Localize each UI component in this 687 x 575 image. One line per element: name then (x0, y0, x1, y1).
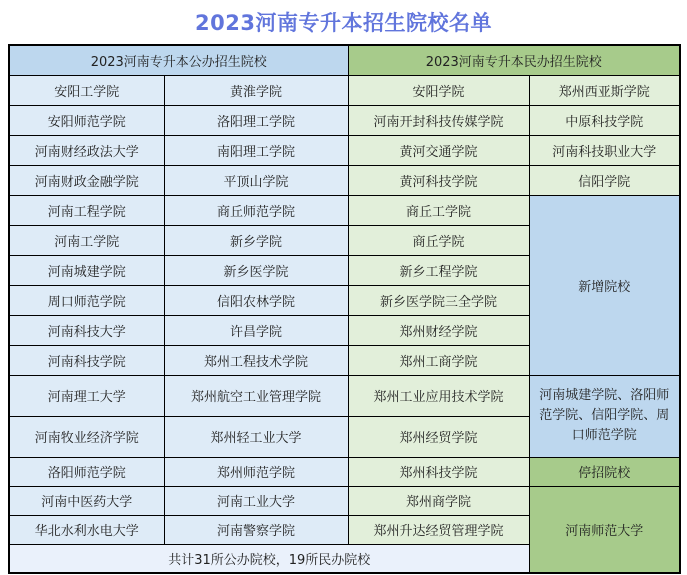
school-cell: 商丘师范学院 (164, 195, 348, 225)
school-cell: 安阳学院 (348, 75, 529, 105)
school-cell: 郑州工程技术学院 (164, 345, 348, 375)
added-institutions-cell: 河南城建学院、洛阳师范学院、信阳学院、周口师范学院 (529, 375, 680, 457)
school-cell: 河南中医药大学 (9, 486, 164, 515)
table-row (9, 375, 680, 416)
school-cell: 郑州财经学院 (348, 315, 529, 345)
school-cell: 南阳理工学院 (164, 135, 348, 165)
school-cell: 河南财政金融学院 (9, 165, 164, 195)
school-cell: 新乡医学院三全学院 (348, 285, 529, 315)
table-row (9, 75, 680, 105)
table-row (9, 195, 680, 225)
page-title: 2023河南专升本招生院校名单 (195, 11, 492, 35)
school-cell: 河南城建学院 (9, 255, 164, 285)
stopped-school-cell: 河南师范大学 (529, 486, 680, 573)
school-cell: 河南牧业经济学院 (9, 416, 164, 457)
school-cell: 郑州西亚斯学院 (529, 75, 680, 105)
school-cell: 郑州经贸学院 (348, 416, 529, 457)
school-cell: 洛阳理工学院 (164, 105, 348, 135)
school-cell: 河南理工大学 (9, 375, 164, 416)
school-cell: 河南工程学院 (9, 195, 164, 225)
table-row (9, 457, 680, 486)
school-cell: 郑州工商学院 (348, 345, 529, 375)
school-cell: 黄河交通学院 (348, 135, 529, 165)
school-cell: 商丘工学院 (348, 195, 529, 225)
table-row (9, 105, 680, 135)
school-cell: 郑州升达经贸管理学院 (348, 515, 529, 544)
school-cell: 郑州工业应用技术学院 (348, 375, 529, 416)
summary-cell: 共计31所公办院校，19所民办院校 (9, 544, 529, 573)
school-cell: 中原科技学院 (529, 105, 680, 135)
school-cell: 河南科技学院 (9, 345, 164, 375)
school-cell: 信阳学院 (529, 165, 680, 195)
school-cell: 河南科技大学 (9, 315, 164, 345)
new-institutions-cell: 新增院校 (529, 195, 680, 375)
school-cell: 新乡医学院 (164, 255, 348, 285)
school-cell: 许昌学院 (164, 315, 348, 345)
school-cell: 郑州师范学院 (164, 457, 348, 486)
school-cell: 信阳农林学院 (164, 285, 348, 315)
school-cell: 河南警察学院 (164, 515, 348, 544)
school-cell: 洛阳师范学院 (9, 457, 164, 486)
table-row (9, 165, 680, 195)
school-cell: 黄河科技学院 (348, 165, 529, 195)
school-cell: 河南工业大学 (164, 486, 348, 515)
school-cell: 安阳师范学院 (9, 105, 164, 135)
school-cell: 黄淮学院 (164, 75, 348, 105)
public-section-header: 2023河南专升本公办招生院校 (9, 45, 348, 75)
stopped-enrollment-cell: 停招院校 (529, 457, 680, 486)
school-cell: 新乡工程学院 (348, 255, 529, 285)
header-row (9, 45, 680, 75)
school-cell: 新乡学院 (164, 225, 348, 255)
school-cell: 河南科技职业大学 (529, 135, 680, 165)
school-cell: 平顶山学院 (164, 165, 348, 195)
school-cell: 郑州科技学院 (348, 457, 529, 486)
school-cell: 安阳工学院 (9, 75, 164, 105)
school-cell: 郑州航空工业管理学院 (164, 375, 348, 416)
table-row (9, 135, 680, 165)
private-section-header: 2023河南专升本民办招生院校 (348, 45, 680, 75)
school-cell: 华北水利水电大学 (9, 515, 164, 544)
school-cell: 商丘学院 (348, 225, 529, 255)
school-cell: 郑州轻工业大学 (164, 416, 348, 457)
school-cell: 河南财经政法大学 (9, 135, 164, 165)
school-cell: 河南开封科技传媒学院 (348, 105, 529, 135)
table-row (9, 486, 680, 515)
school-cell: 周口师范学院 (9, 285, 164, 315)
school-cell: 郑州商学院 (348, 486, 529, 515)
school-cell: 河南工学院 (9, 225, 164, 255)
admission-table (8, 44, 681, 574)
